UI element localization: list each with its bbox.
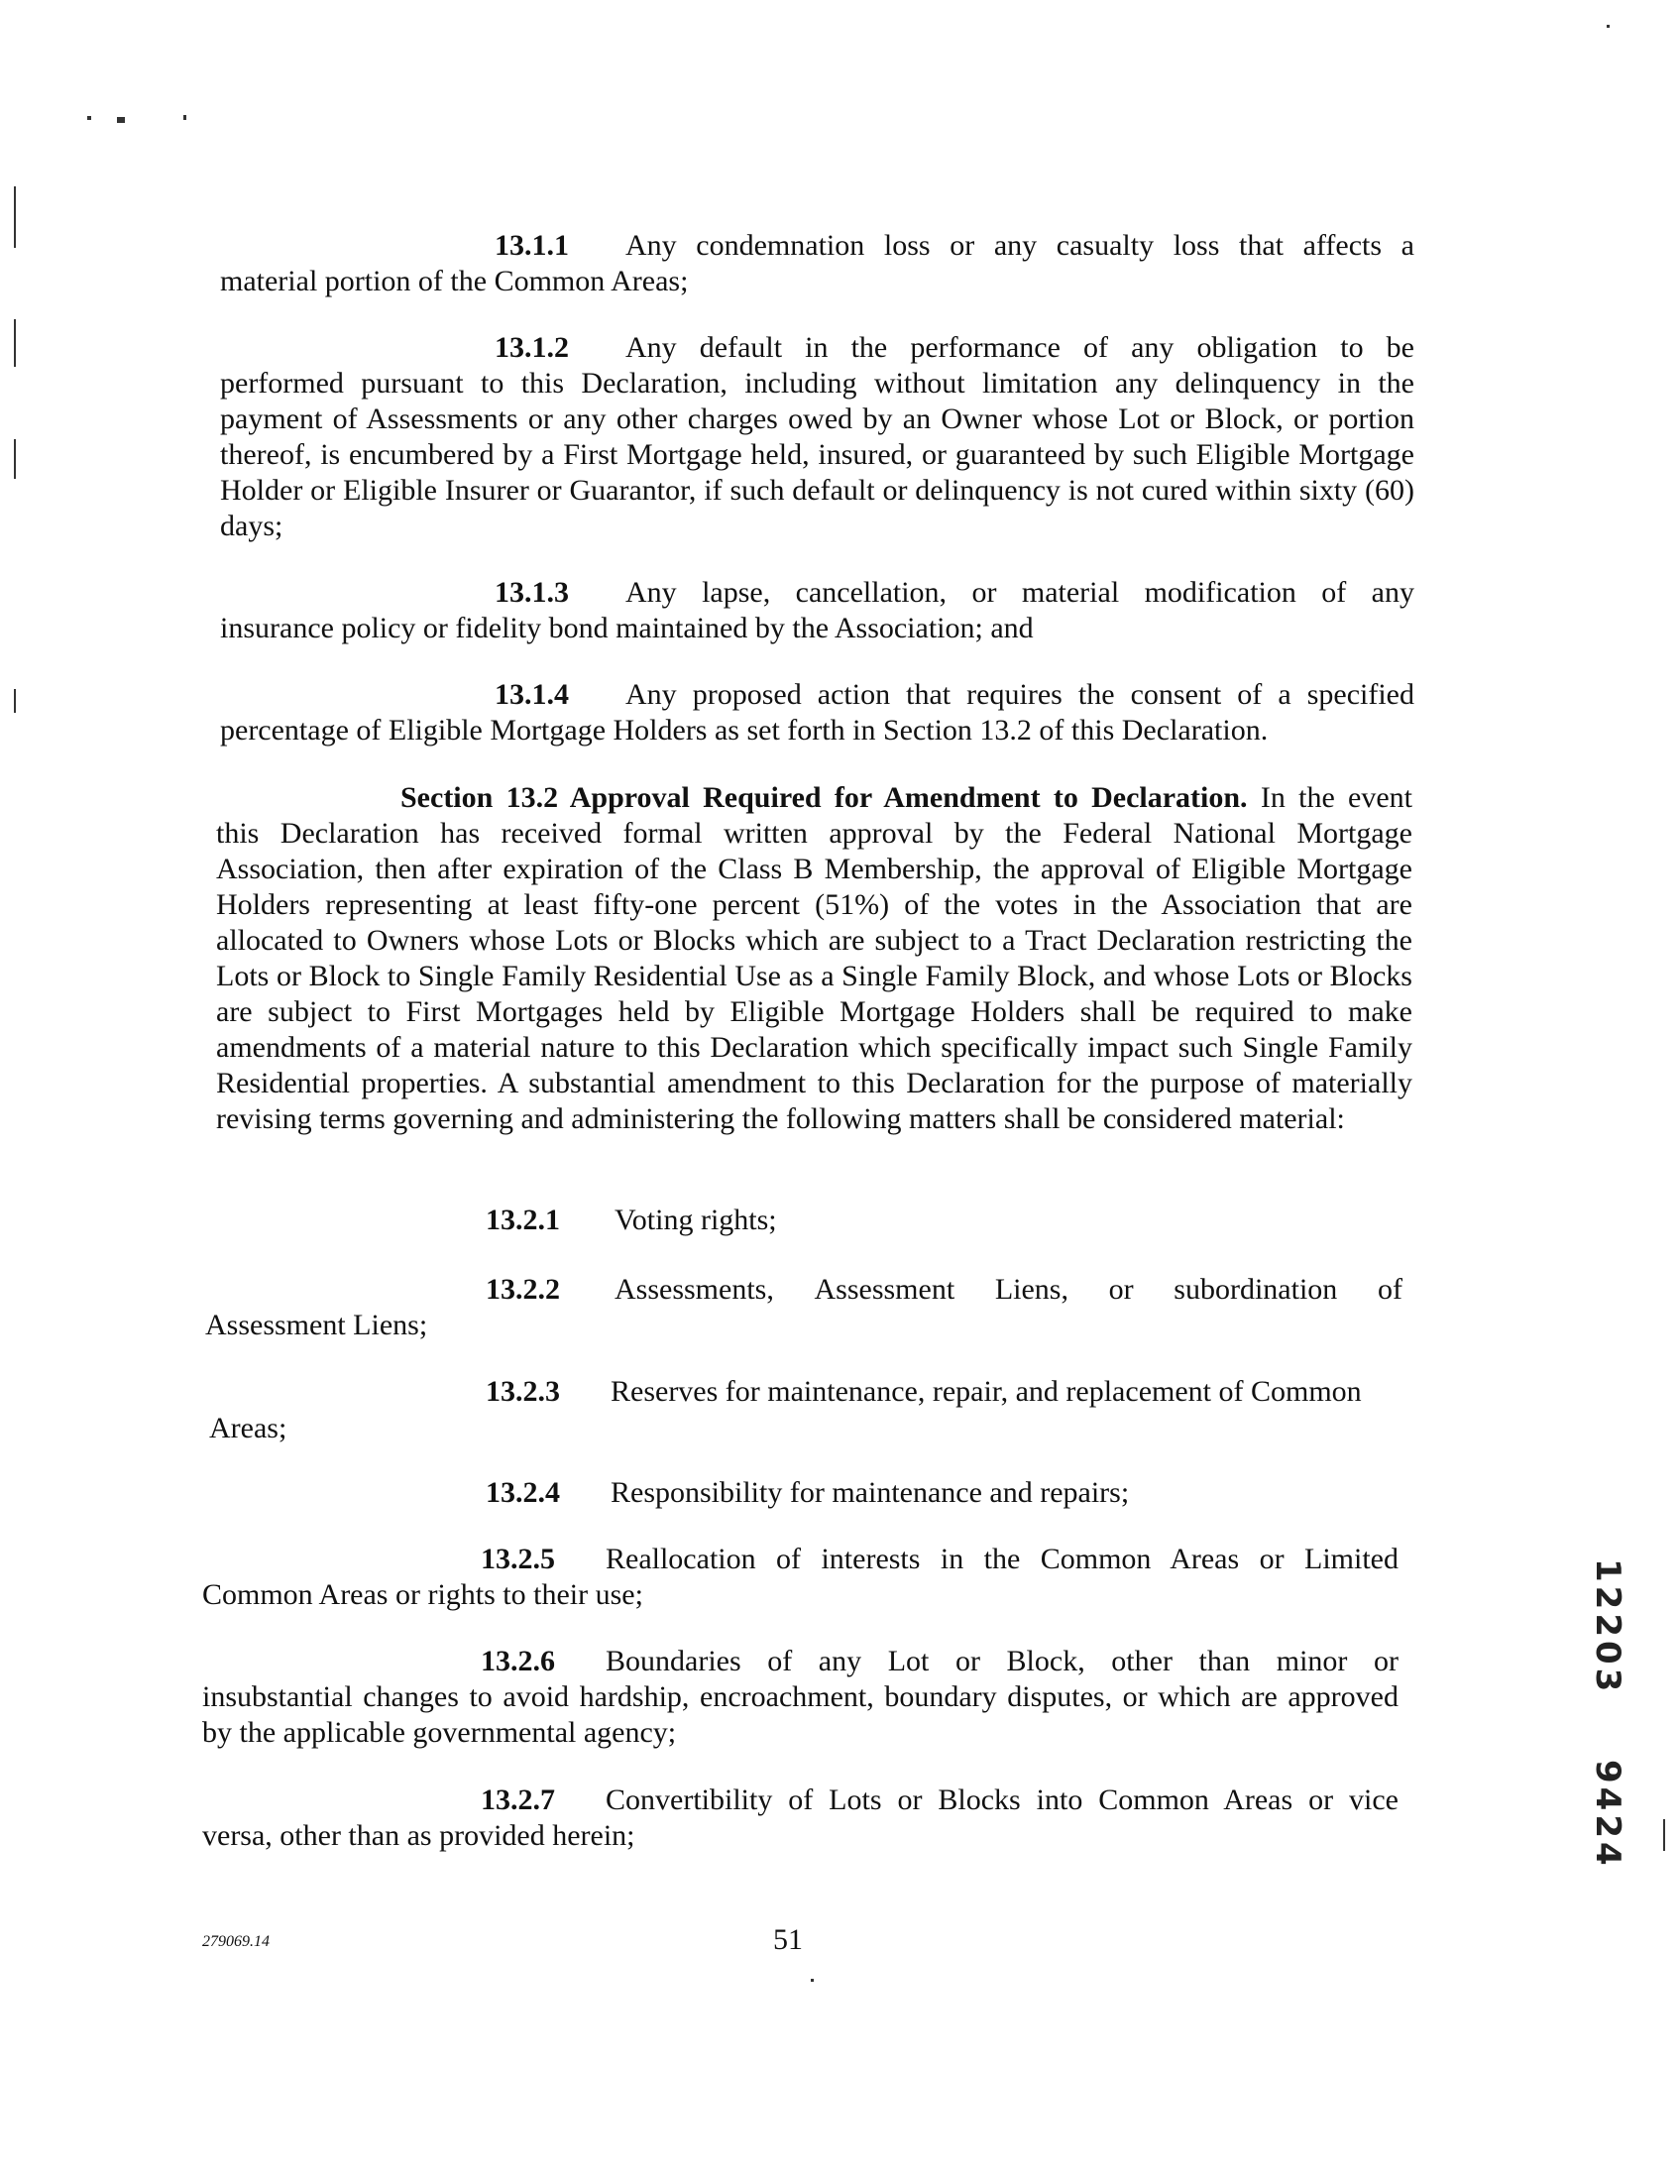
subsection-first-line: Any condemnation loss or any casualty loss that affects a	[625, 229, 1414, 262]
subsection-text: Voting rights;	[615, 1204, 777, 1236]
section-first-line-tail: In the event	[1260, 781, 1412, 814]
subsection-text: performed pursuant to this Declaration, including without limitation any delinquency in the payment of Assessments or any other charges owed by an Owner whose Lot or Block, or portion thereof, is encumbered by a First Mortgage held, insured, or guaranteed by such Eligible Mortgage Holder or Eligible Insurer or Guarantor, if such default or delinquency is not cured within sixty (60) days;	[220, 367, 1414, 542]
subsection-first-line: Any proposed action that requires the consent of a specified	[625, 678, 1414, 711]
scan-artifact-dots	[117, 117, 125, 123]
document-id: 279069.14	[202, 1933, 270, 1950]
section-heading: Section 13.2 Approval Required for Amendment to Declaration.	[400, 781, 1248, 814]
subsection-continuation: Areas;	[209, 1412, 287, 1444]
subsection-word: of	[1377, 1273, 1402, 1306]
subsection-text: Common Areas or rights to their use;	[202, 1578, 643, 1611]
subsection-word: Liens,	[994, 1273, 1068, 1306]
subsection-text: insurance policy or fidelity bond maintained by the Association; and	[220, 612, 1034, 644]
scan-artifact-dots	[87, 116, 91, 120]
subsection-number: 13.1.4	[495, 678, 569, 711]
subsection-text: insubstantial changes to avoid hardship, encroachment, boundary disputes, or which are approved by the applicable governmental agency;	[202, 1680, 1399, 1749]
subsection-word: Assessment	[814, 1273, 955, 1306]
subsection-text: versa, other than as provided herein;	[202, 1819, 635, 1852]
subsection-text: material portion of the Common Areas;	[220, 265, 689, 297]
subsection-first-line: Any default in the performance of any obligation to be	[625, 331, 1414, 364]
recording-number-top: 12203	[1588, 1558, 1627, 1696]
subsection-word: Assessments,	[615, 1273, 774, 1306]
subsection-13-1-3	[220, 575, 1414, 646]
scan-artifact-dots	[1607, 25, 1610, 28]
subsection-first-line	[615, 1272, 1402, 1308]
subsection-13-2-5	[202, 1542, 1399, 1613]
subsection-text: Reserves for maintenance, repair, and replacement of Common	[611, 1375, 1362, 1408]
section-13-2	[216, 780, 1412, 1137]
subsection-number: 13.2.3	[486, 1375, 560, 1408]
section-body: this Declaration has received formal written approval by the Federal National Mortgage Association, then after expiration of the Class B Membership, the approval of Eligible Mortgage Holders representing at least fifty-one percent (51%) of the votes in the Association that are allocated to Owners whose Lots or Blocks which are subject to a Tract Declaration restricting the Lots or Block to Single Family Residential Use as a Single Family Block, and whose Lots or Blocks are subject to First Mortgages held by Eligible Mortgage Holders shall be required to make amendments of a material nature to this Declaration which specifically impact such Single Family Residential properties. A substantial amendment to this Declaration for the purpose of materially revising terms governing and administering the following matters shall be considered material:	[216, 817, 1412, 1135]
subsection-13-1-2	[220, 330, 1414, 544]
subsection-text: percentage of Eligible Mortgage Holders as set forth in Section 13.2 of this Declaration.	[220, 714, 1269, 747]
subsection-number: 13.1.3	[495, 576, 569, 609]
scan-artifact-dots	[183, 115, 186, 120]
subsection-number: 13.1.2	[495, 331, 569, 364]
subsection-13-2-6	[202, 1644, 1399, 1751]
page-number: 51	[773, 1923, 803, 1956]
scan-margin-line	[14, 319, 16, 367]
scan-margin-line	[14, 186, 16, 248]
subsection-word: subordination	[1174, 1273, 1338, 1306]
subsection-13-2-7	[202, 1782, 1399, 1854]
subsection-13-1-4	[220, 677, 1414, 748]
subsection-number: 13.2.7	[481, 1783, 555, 1816]
subsection-number: 13.2.4	[486, 1476, 560, 1509]
subsection-number: 13.2.2	[486, 1273, 560, 1306]
subsection-first-line: Boundaries of any Lot or Block, other than minor or	[606, 1645, 1399, 1677]
subsection-word: or	[1108, 1273, 1134, 1306]
subsection-number: 13.1.1	[495, 229, 569, 262]
scan-margin-line	[1663, 1819, 1665, 1851]
subsection-text: Responsibility for maintenance and repairs;	[611, 1476, 1130, 1509]
subsection-number: 13.2.5	[481, 1543, 555, 1575]
subsection-first-line: Any lapse, cancellation, or material modification of any	[625, 576, 1414, 609]
recording-number-bottom: 9424	[1588, 1760, 1627, 1870]
scan-margin-line	[14, 689, 16, 713]
subsection-first-line: Reallocation of interests in the Common Areas or Limited	[606, 1543, 1399, 1575]
subsection-number: 13.2.6	[481, 1645, 555, 1677]
subsection-continuation: Assessment Liens;	[205, 1309, 428, 1341]
subsection-13-1-1	[220, 228, 1414, 299]
scan-artifact-dots	[811, 1979, 814, 1982]
scan-margin-line	[14, 439, 16, 479]
subsection-number: 13.2.1	[486, 1204, 560, 1236]
subsection-first-line: Convertibility of Lots or Blocks into Common Areas or vice	[606, 1783, 1399, 1816]
